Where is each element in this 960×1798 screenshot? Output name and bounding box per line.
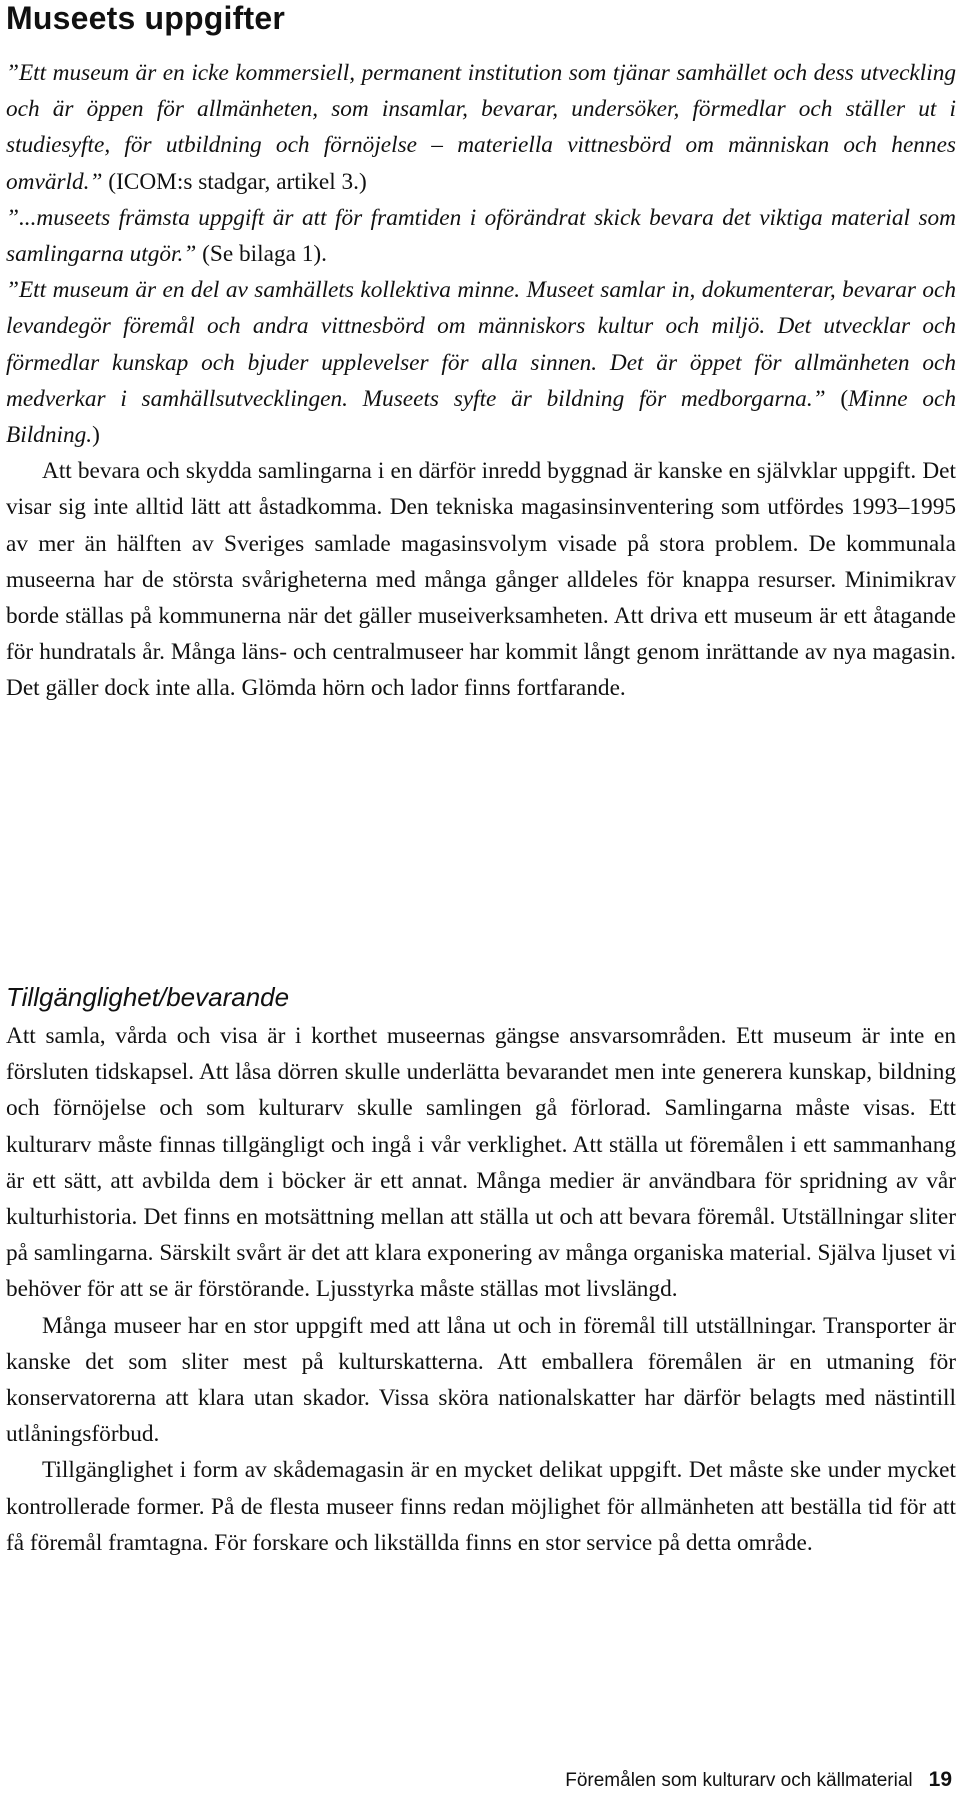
quote-minne-text: ”Ett museum är en del av samhällets kollektiva minne. Museet samlar in, dokumenterar, bevarar och levandegör föremål och andra vittnesbörd om människors kultur och miljö. Det utvecklar och förmedlar kunskap och bjuder upplevelser för alla sinnen. Det är öppet för allmänheten och medverkar i samhällsutvecklingen. Museets syfte är bildning för medborgarna.”: [6, 277, 956, 412]
paragraph-bevara: Att bevara och skydda samlingarna i en därför inredd byggnad är kanske en självklar uppgift. Det visar sig inte alltid lätt att åstadkomma. Den tekniska magasinsinventering som utfördes 1993–1995 av mer än hälften av Sveriges samlade magasinsvolym visade på stora problem. De kommunala museerna har de största svårigheterna med många gånger alldeles för knappa resurser. Minimikrav borde ställas på kommunerna när det gäller museiverksamheten. Att driva ett museum är ett åtagande för hundratals år. Många läns- och centralmuseer har kommit långt genom inrättande av nya magasin. Det gäller dock inte alla. Glömda hörn och lador finns fortfarande.: [6, 458, 956, 702]
footer-title: Föremålen som kulturarv och källmaterial: [565, 1770, 913, 1791]
quote-minne-source-close: ): [92, 422, 100, 449]
quote-museet-text: ”...museets främsta uppgift är att för framtiden i oförändrat skick bevara det viktiga material som samlingarna utgör.”: [6, 204, 956, 268]
page-title: Museets uppgifter: [6, 0, 285, 36]
intro-section: [6, 55, 956, 707]
paragraph-lana: Många museer har en stor uppgift med att låna ut och in föremål till utställningar. Transporter är kanske det som sliter mest på kulturskatterna. Att emballera föremålen är en utmaning för konservatorerna att klara utan skador. Vissa sköra nationalskatter har därför belagts med nästintill utlåningsförbud.: [6, 1312, 956, 1448]
paragraph-samla: Att samla, vårda och visa är i korthet museernas gängse ansvarsområden. Ett museum är inte en försluten tidskapsel. Att låsa dörren skulle underlätta bevarandet men inte generera kunskap, bildning och förnöjelse och som kulturarv skulle samlingen gå förlorad. Samlingarna måste visas. Ett kulturarv måste finnas tillgängligt och ingå i vår verklighet. Att ställa ut föremålen i ett sammanhang är ett sätt, att avbilda dem i böcker är ett annat. Många medier är användbara för spridning av vår kulturhistoria. Det finns en motsättning mellan att ställa ut och att bevara föremål. Utställningar sliter på samlingarna. Särskilt svårt är det att klara exponering av många organiska material. Själva ljuset vi behöver för att se är förstörande. Ljusstyrka måste ställas mot livslängd.: [6, 1023, 956, 1303]
page-footer: [565, 1768, 952, 1793]
quote-icom-text: ”Ett museum är en icke kommersiell, permanent institution som tjänar samhället och dess utveckling och är öppen för allmänheten, som insamlar, bevarar, undersöker, förmedlar och ställer ut i studiesyfte, för utbildning och förnöjelse – materiella vittnesbörd om människan och hennes omvärld.”: [6, 60, 956, 195]
quote-minne-source-title: Minne och Bildning.: [6, 385, 956, 449]
quote-icom-source: (ICOM:s stadgar, artikel 3.): [102, 168, 367, 195]
quote-minne: [6, 272, 956, 453]
section-heading: Tillgänglighet/bevarande: [6, 982, 290, 1012]
quote-icom: [6, 55, 956, 200]
paragraph-skademagasin: Tillgänglighet i form av skådemagasin är en mycket delikat uppgift. Det måste ske under mycket kontrollerade former. På de flesta museer finns redan möjlighet för allmänheten att beställa tid för att få föremål framtagna. För forskare och likställda finns en stor service på detta område.: [6, 1457, 956, 1556]
quote-museet: [6, 200, 956, 272]
page-number: 19: [928, 1768, 952, 1791]
quote-museet-source: (Se bilaga 1).: [196, 241, 327, 268]
tillganglighet-section: [6, 980, 956, 1561]
quote-minne-source-open: (: [825, 385, 849, 412]
